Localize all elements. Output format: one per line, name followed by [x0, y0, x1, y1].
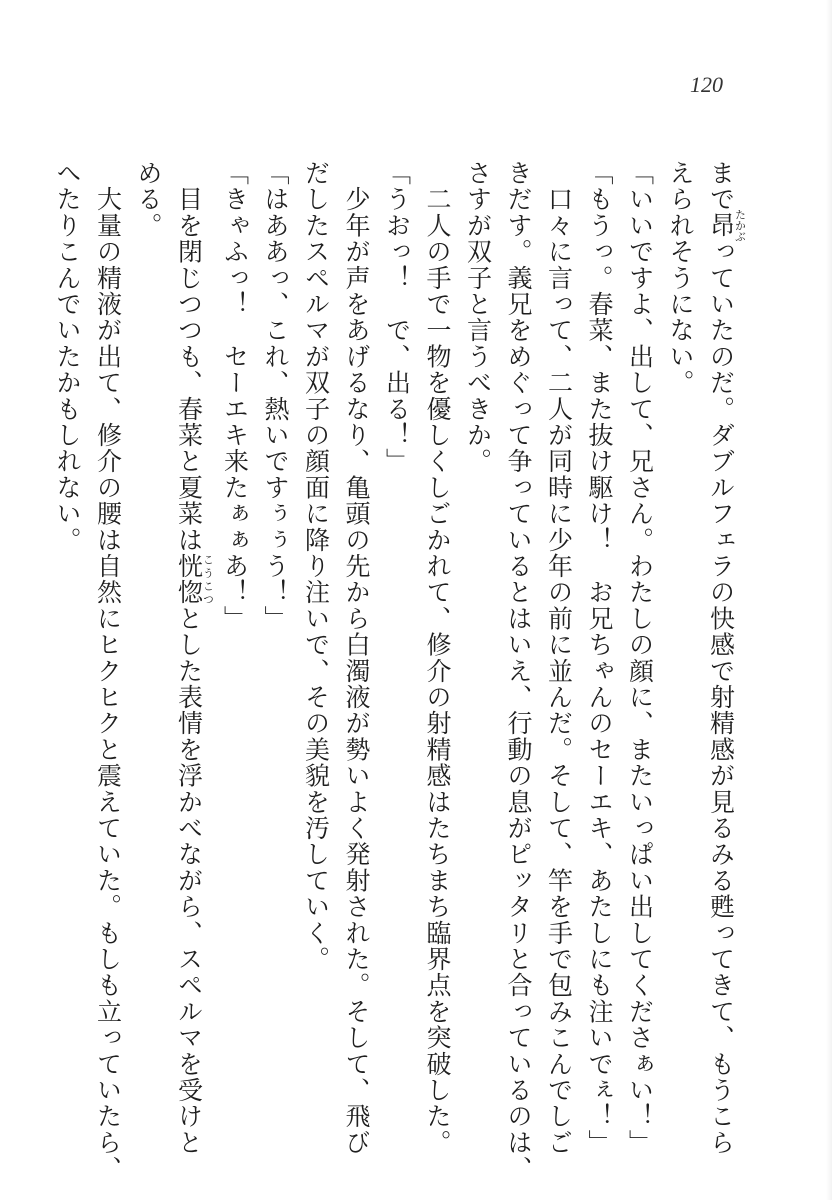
text-line: だしたスペルマが双子の顔面に降り注いで、その美貌を汚していく。 — [301, 160, 331, 973]
text-line: さすが双子と言うべきか。 — [463, 160, 493, 475]
page-number: 120 — [690, 72, 723, 97]
text-line: 口々に言って、二人が同時に少年の前に並んだ。そして、竿を手で包みこんでしご — [544, 160, 574, 1156]
text-line: める。 — [134, 160, 163, 239]
body-text — [47, 160, 747, 1182]
text-line: 「うおっ！ で、出る！」 — [382, 160, 412, 475]
text-line: まで昂たかぶっていたのだ。ダブルフェラの快感で射精感が見るみる甦ってきて、もうこら — [706, 160, 747, 1156]
text-line: きだす。義兄をめぐって争っているとはいえ、行動の息がピッタリと合っているのは、 — [504, 160, 533, 1182]
ruby-annotation: 恍惚こうこつ — [174, 553, 215, 606]
text-line: 少年が声をあげるなり、亀頭の先から白濁液が勢いよく発射された。そして、飛び — [342, 160, 371, 1156]
text-line: 「はああっ、これ、熱いですぅぅう！」 — [261, 160, 290, 632]
scan-edge-shadow — [826, 0, 832, 1200]
text-line: へたりこんでいたかもしれない。 — [53, 160, 82, 553]
text-line: 二人の手で一物を優しくしごかれて、修介の射精感はたちまち臨界点を突破した。 — [423, 160, 452, 1156]
text-line: 「もうっ。春菜、また抜け駆け！ お兄ちゃんのセーエキ、あたしにも注いでぇ！」 — [585, 160, 614, 1156]
ruby-annotation: 昂たかぶ — [706, 209, 747, 243]
text-line: 「いいですよ、出して、兄さん。わたしの顔に、またいっぱい出してくださぁい！」 — [625, 160, 655, 1156]
text-line: えられそうにない。 — [666, 160, 695, 396]
text-line: 目を閉じつつも、春菜と夏菜は恍惚こうこつとした表情を浮かべながら、スペルマを受けと — [174, 160, 215, 1156]
text-line: 大量の精液が出て、修介の腰は自然にヒクヒクと震えていた。もしも立っていたら、 — [93, 160, 123, 1182]
text-line: 「きゃふっ！ セーエキ来たぁぁあ！」 — [220, 160, 250, 632]
